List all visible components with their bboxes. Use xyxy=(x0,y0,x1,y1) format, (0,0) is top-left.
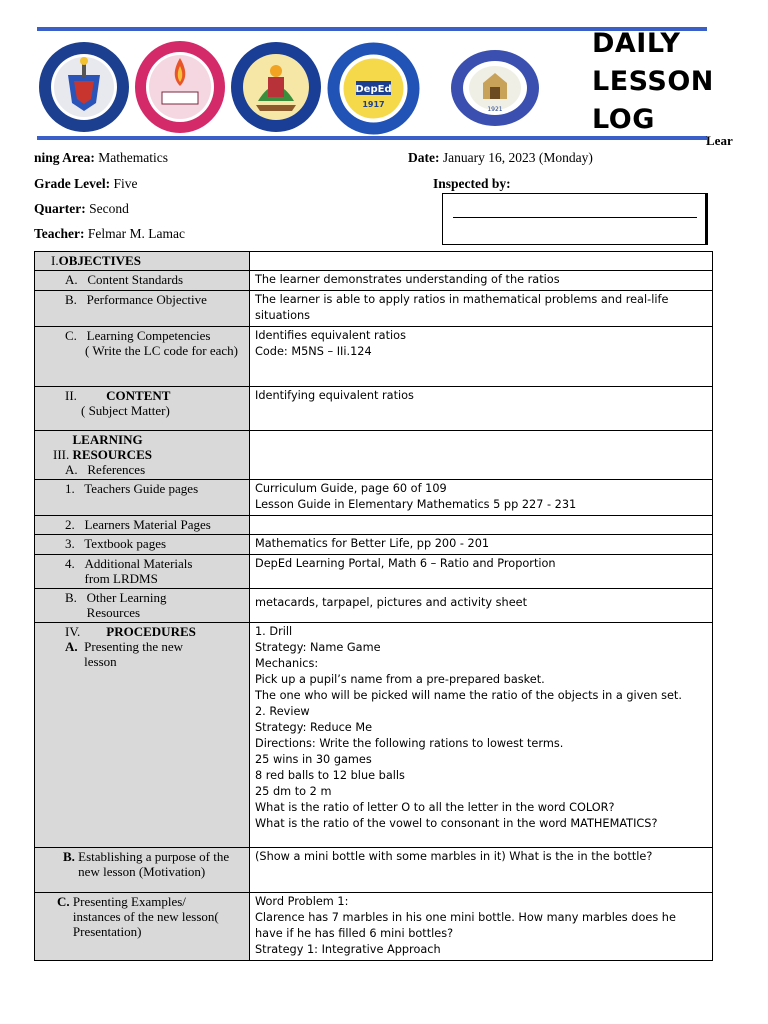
performance-objective-value: The learner is able to apply ratios in mathematical problems and real-life situations xyxy=(250,291,713,327)
deped-region-mimaropa-seal-icon xyxy=(134,40,226,134)
performance-objective-label: B. Performance Objective xyxy=(35,291,250,327)
content-standards-value: The learner demonstrates understanding of the ratios xyxy=(250,271,713,291)
table-row xyxy=(35,327,713,387)
header-bottom-rule xyxy=(37,136,707,140)
table-row xyxy=(35,387,713,431)
table-row xyxy=(35,535,713,555)
additional-materials-value: DepEd Learning Portal, Math 6 – Ratio and Proportion xyxy=(250,555,713,589)
table-row xyxy=(35,516,713,535)
presenting-examples-value: Word Problem 1: Clarence has 7 marbles in his one mini bottle. How many marbles does he have if he has filled 6 mini bottles? Strategy 1: Integrative Approach xyxy=(250,893,713,961)
learning-area xyxy=(34,150,168,166)
objectives-value xyxy=(250,252,713,271)
division-of-marinduque-seal-icon xyxy=(230,41,322,133)
learning-competencies-label: C. Learning Competencies ( Write the LC code for each) xyxy=(35,327,250,387)
purpose-label: B. Establishing a purpose of the new lesson (Motivation) xyxy=(35,848,250,893)
presenting-examples-label: C. Presenting Examples/ instances of the new lesson( Presentation) xyxy=(35,893,250,961)
svg-text:DepEd: DepEd xyxy=(355,84,392,95)
textbook-value: Mathematics for Better Life, pp 200 - 201 xyxy=(250,535,713,555)
grade-level-label: Grade Level: xyxy=(34,176,111,191)
grade-level-value: Five xyxy=(113,176,138,191)
teachers-guide-value: Curriculum Guide, page 60 of 109 Lesson Guide in Elementary Mathematics 5 pp 227 - 231 xyxy=(250,480,713,516)
table-row xyxy=(35,893,713,961)
date xyxy=(408,150,593,166)
table-row xyxy=(35,555,713,589)
content-value: Identifying equivalent ratios xyxy=(250,387,713,431)
learning-resources-value xyxy=(250,431,713,480)
learners-material-label: 2. Learners Material Pages xyxy=(35,516,250,535)
table-row xyxy=(35,291,713,327)
learning-area-value: Mathematics xyxy=(98,150,168,165)
inspected-by-signature-box xyxy=(442,193,708,245)
district-of-gasan-seal-icon xyxy=(326,41,421,136)
grade-level xyxy=(34,176,138,192)
teachers-guide-label: 1. Teachers Guide pages xyxy=(35,480,250,516)
cutoff-header-text: Lear xyxy=(706,133,733,148)
objectives-header: I.OBJECTIVES xyxy=(35,252,250,271)
svg-text:1917: 1917 xyxy=(362,100,385,109)
additional-materials-label: 4. Additional Materials from LRDMS xyxy=(35,555,250,589)
teacher-value: Felmar M. Lamac xyxy=(87,226,185,241)
school-seal-icon xyxy=(450,49,540,127)
content-label: II. CONTENT ( Subject Matter) xyxy=(35,387,250,431)
title-line-daily: DAILY xyxy=(592,28,681,59)
table-row xyxy=(35,589,713,623)
procedures-label: IV. PROCEDURES A. Presenting the new lesson xyxy=(35,623,250,848)
learners-material-value xyxy=(250,516,713,535)
other-resources-value: metacards, tarpapel, pictures and activity sheet xyxy=(250,589,713,623)
inspected-by-label: Inspected by: xyxy=(433,176,511,191)
quarter-value: Second xyxy=(89,201,129,216)
lesson-log-table xyxy=(34,251,713,961)
signature-line xyxy=(453,217,697,218)
content-standards-label: A. Content Standards xyxy=(35,271,250,291)
learning-resources-label: III. LEARNING RESOURCES A. References xyxy=(35,431,250,480)
kagawaran-ng-edukasyon-seal-icon xyxy=(38,41,130,133)
svg-text:1921: 1921 xyxy=(487,106,503,113)
teacher-label: Teacher: xyxy=(34,226,85,241)
date-label: Date: xyxy=(408,150,440,165)
title-line-log: LOG xyxy=(592,104,655,135)
quarter-label: Quarter: xyxy=(34,201,86,216)
table-row xyxy=(35,271,713,291)
inspected-by xyxy=(433,176,511,192)
table-row xyxy=(35,848,713,893)
other-resources-label: B. Other Learning Resources xyxy=(35,589,250,623)
teacher xyxy=(34,226,185,242)
table-row xyxy=(35,431,713,480)
table-row xyxy=(35,623,713,848)
procedures-value: 1. Drill Strategy: Name Game Mechanics: Pick up a pupil’s name from a pre-prepared basket. The one who will be picked will name the ratio of the objects in a given set. 2. Review Strategy: Reduce Me Directions: Write the following rations to lowest terms. 25 wins in 30 games 8 red balls to 12 blue balls 25 dm to 2 m What is the ratio of letter O to all the letter in the word COLOR? What is the ratio of the vowel to consonant in the word MATHEMATICS? xyxy=(250,623,713,848)
textbook-label: 3. Textbook pages xyxy=(35,535,250,555)
quarter xyxy=(34,201,129,217)
title-line-lesson: LESSON xyxy=(592,66,714,97)
learning-competencies-value: Identifies equivalent ratios Code: M5NS – IIi.124 xyxy=(250,327,713,387)
date-value: January 16, 2023 (Monday) xyxy=(442,150,593,165)
table-row xyxy=(35,252,713,271)
learning-area-label: ning Area: xyxy=(34,150,95,165)
table-row xyxy=(35,480,713,516)
purpose-value: (Show a mini bottle with some marbles in it) What is the in the bottle? xyxy=(250,848,713,893)
